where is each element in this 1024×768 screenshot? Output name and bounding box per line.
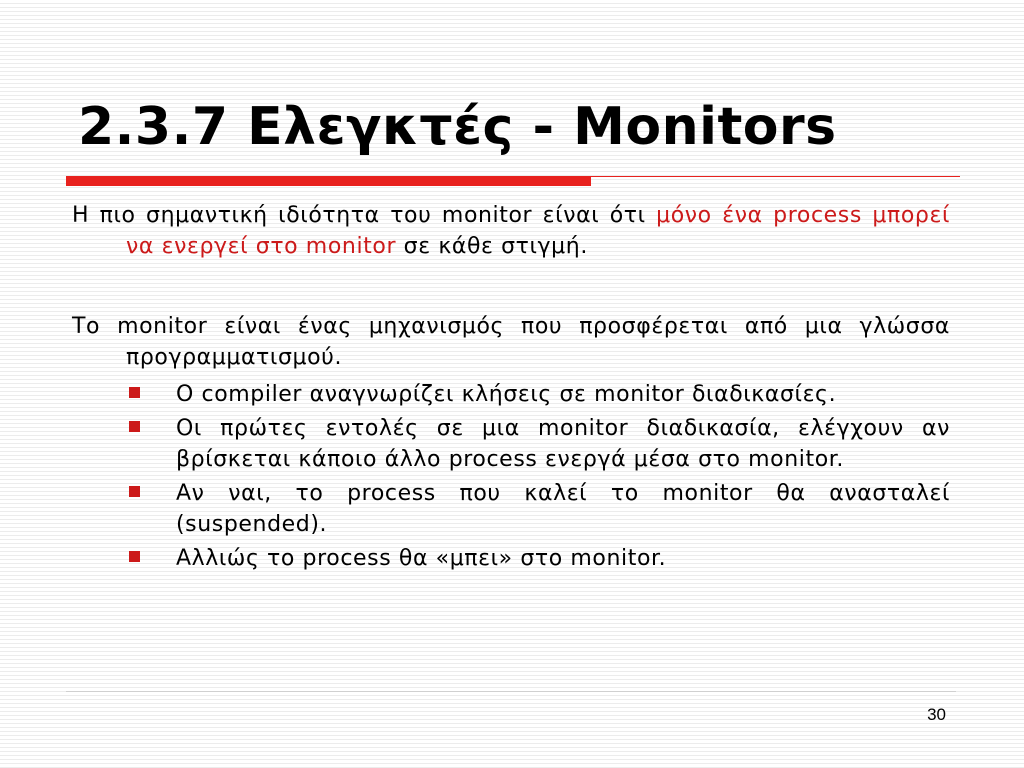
slide-title: 2.3.7 Ελεγκτές - Monitors — [78, 97, 837, 157]
bullet-item — [72, 478, 950, 540]
square-bullet-icon — [129, 551, 140, 562]
title-underline-bar — [66, 176, 591, 186]
bullet-item — [72, 413, 950, 475]
bullet-item — [72, 543, 950, 574]
paragraph-text-after: σε κάθε στιγμή. — [396, 234, 588, 259]
paragraph-text-before: Η πιο σημαντική ιδιότητα του monitor είναι ότι — [72, 203, 657, 228]
page-number: 30 — [927, 705, 946, 724]
bullet-text: Οι πρώτες εντολές σε μια monitor διαδικασία, ελέγχουν αν βρίσκεται κάποιο άλλο process ενεργά μέσα στο monitor. — [176, 416, 950, 472]
slide-content — [72, 200, 950, 577]
footer-divider — [66, 691, 956, 692]
square-bullet-icon — [129, 387, 140, 398]
bullet-text: O compiler αναγνωρίζει κλήσεις σε monitor διαδικασίες. — [176, 382, 837, 407]
title-underline-rule — [591, 176, 960, 177]
square-bullet-icon — [129, 421, 140, 432]
paragraph-monitor-definition: Το monitor είναι ένας μηχανισμός που προσφέρεται από μια γλώσσα προγραμματισμού. — [72, 314, 950, 370]
bullet-text: Αν ναι, το process που καλεί το monitor θα ανασταλεί (suspended). — [176, 481, 950, 537]
bullet-text: Αλλιώς το process θα «μπει» στο monitor. — [176, 546, 667, 571]
bullet-list — [72, 379, 950, 574]
paragraph-highlight: μόνο ένα process μπορεί να ενεργεί στο monitor — [126, 203, 950, 259]
paragraph-monitor-property — [72, 200, 950, 262]
square-bullet-icon — [129, 486, 140, 497]
bullet-item — [72, 379, 950, 410]
